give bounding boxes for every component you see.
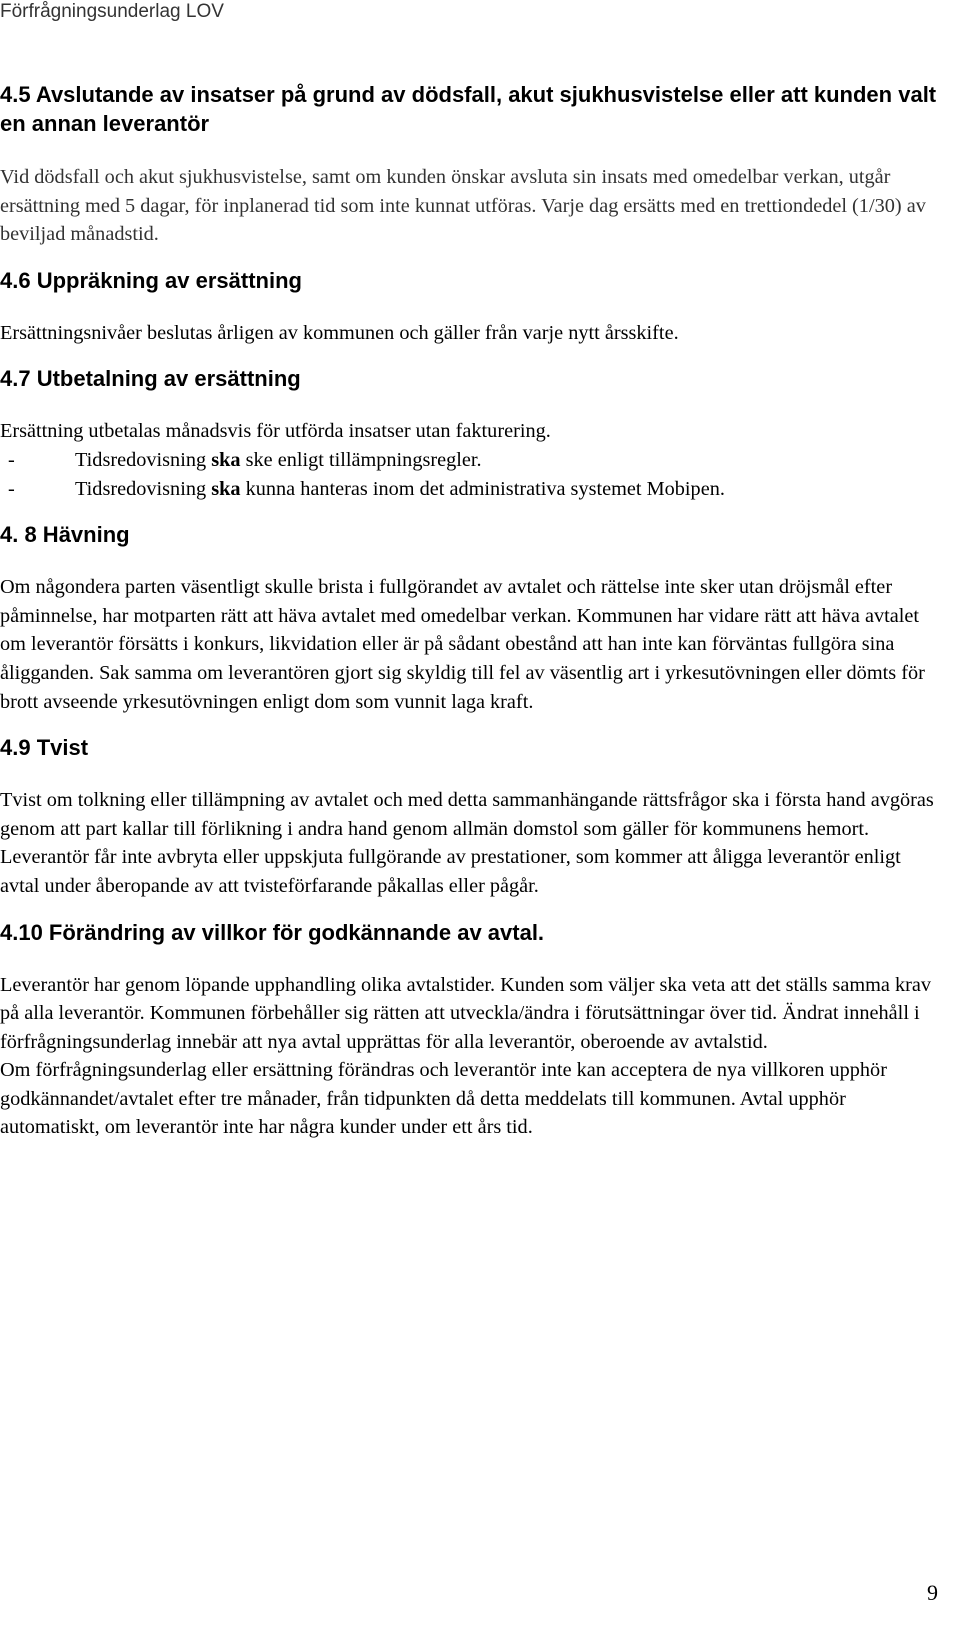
section-4-7 <box>0 364 945 503</box>
section-paragraph: Vid dödsfall och akut sjukhusvistelse, samt om kunden önskar avsluta sin insats med omedelbar verkan, utgår ersättning med 5 dagar, för inplanerad tid som inte kunnat utföras. Varje dag ersätts med en trettiondedel (1/30) av beviljad månadstid. <box>0 166 926 246</box>
list-item <box>0 446 945 475</box>
section-4-9 <box>0 733 945 900</box>
section-paragraph: Tvist om tolkning eller tillämpning av avtalet och med detta sammanhängande rättsfrågor ska i första hand avgöras genom att part kallar till förlikning i andra hand genom allmän domstol som gäller för kommunens hemort. Leverantör får inte avbryta eller uppskjuta fullgörande av prestationer, som kommer att åligga leverantör enligt avtal under åberopande av att tvisteförfarande påkallas eller pågår. <box>0 789 934 897</box>
list-item-text: kunna hanteras inom det administrativa systemet Mobipen. <box>240 477 725 500</box>
section-4-5 <box>0 80 945 249</box>
page-number: 9 <box>927 1580 938 1605</box>
list-item-text: Tidsredovisning <box>75 477 212 500</box>
section-heading: 4. 8 Hävning <box>0 522 130 548</box>
section-4-10 <box>0 918 945 1143</box>
section-heading: 4.6 Uppräkning av ersättning <box>0 267 302 293</box>
section-paragraph: Om förfrågningsunderlag eller ersättning förändras och leverantör inte kan acceptera de nya villkoren upphör godkännandet/avtalet efter tre månader, från tidpunkten då detta meddelats till kommunen. Avtal upphör automatiskt, om leverantör inte har några kunder under ett års tid. <box>0 1059 887 1139</box>
list-item-text: ske enligt tillämpningsregler. <box>240 448 482 471</box>
list-item-emphasis: ska <box>211 448 241 471</box>
section-heading: 4.10 Förändring av villkor för godkännande av avtal. <box>0 919 545 945</box>
bullet-dash: - <box>8 448 15 471</box>
bullet-dash: - <box>8 477 15 500</box>
section-4-6 <box>0 266 945 348</box>
section-heading: 4.9 Tvist <box>0 735 89 761</box>
section-paragraph: Ersättningsnivåer beslutas årligen av kommunen och gäller från varje nytt årsskifte. <box>0 321 679 344</box>
list-item-emphasis: ska <box>211 477 241 500</box>
document-body <box>0 80 945 1142</box>
list-item <box>0 475 945 504</box>
section-4-8 <box>0 520 945 716</box>
section-paragraph: Leverantör har genom löpande upphandling olika avtalstider. Kunden som väljer ska veta att det ställs samma krav på alla leverantör. Kommunen förbehåller sig rätten att utveckla/ändra i förutsättningar över tid. Ändrat innehåll i förfrågningsunderlag innebär att nya avtal upprättas för alla leverantör, oberoende av avtalstid. <box>0 973 931 1053</box>
section-heading: 4.7 Utbetalning av ersättning <box>0 366 301 392</box>
bullet-list <box>0 446 945 503</box>
list-item-text: Tidsredovisning <box>75 448 212 471</box>
section-heading: 4.5 Avslutande av insatser på grund av dödsfall, akut sjukhusvistelse eller att kunden valt en annan leverantör <box>0 82 937 136</box>
section-paragraph: Om någondera parten väsentligt skulle brista i fullgörandet av avtalet och rättelse inte sker utan dröjsmål efter påminnelse, har motparten rätt att häva avtalet med omedelbar verkan. Kommunen har vidare rätt att häva avtalet om leverantör försätts i konkurs, likvidation eller är på sådant obestånd att han inte kan förväntas fullgöra sina åligganden. Sak samma om leverantören gjort sig skyldig till fel av väsentlig art i yrkesutövningen eller dömts för brott avseende yrkesutövningen enligt dom som vunnit laga kraft. <box>0 576 925 713</box>
section-paragraph: Ersättning utbetalas månadsvis för utförda insatser utan fakturering. <box>0 420 551 443</box>
document-header: Förfrågningsunderlag LOV <box>0 1 224 22</box>
